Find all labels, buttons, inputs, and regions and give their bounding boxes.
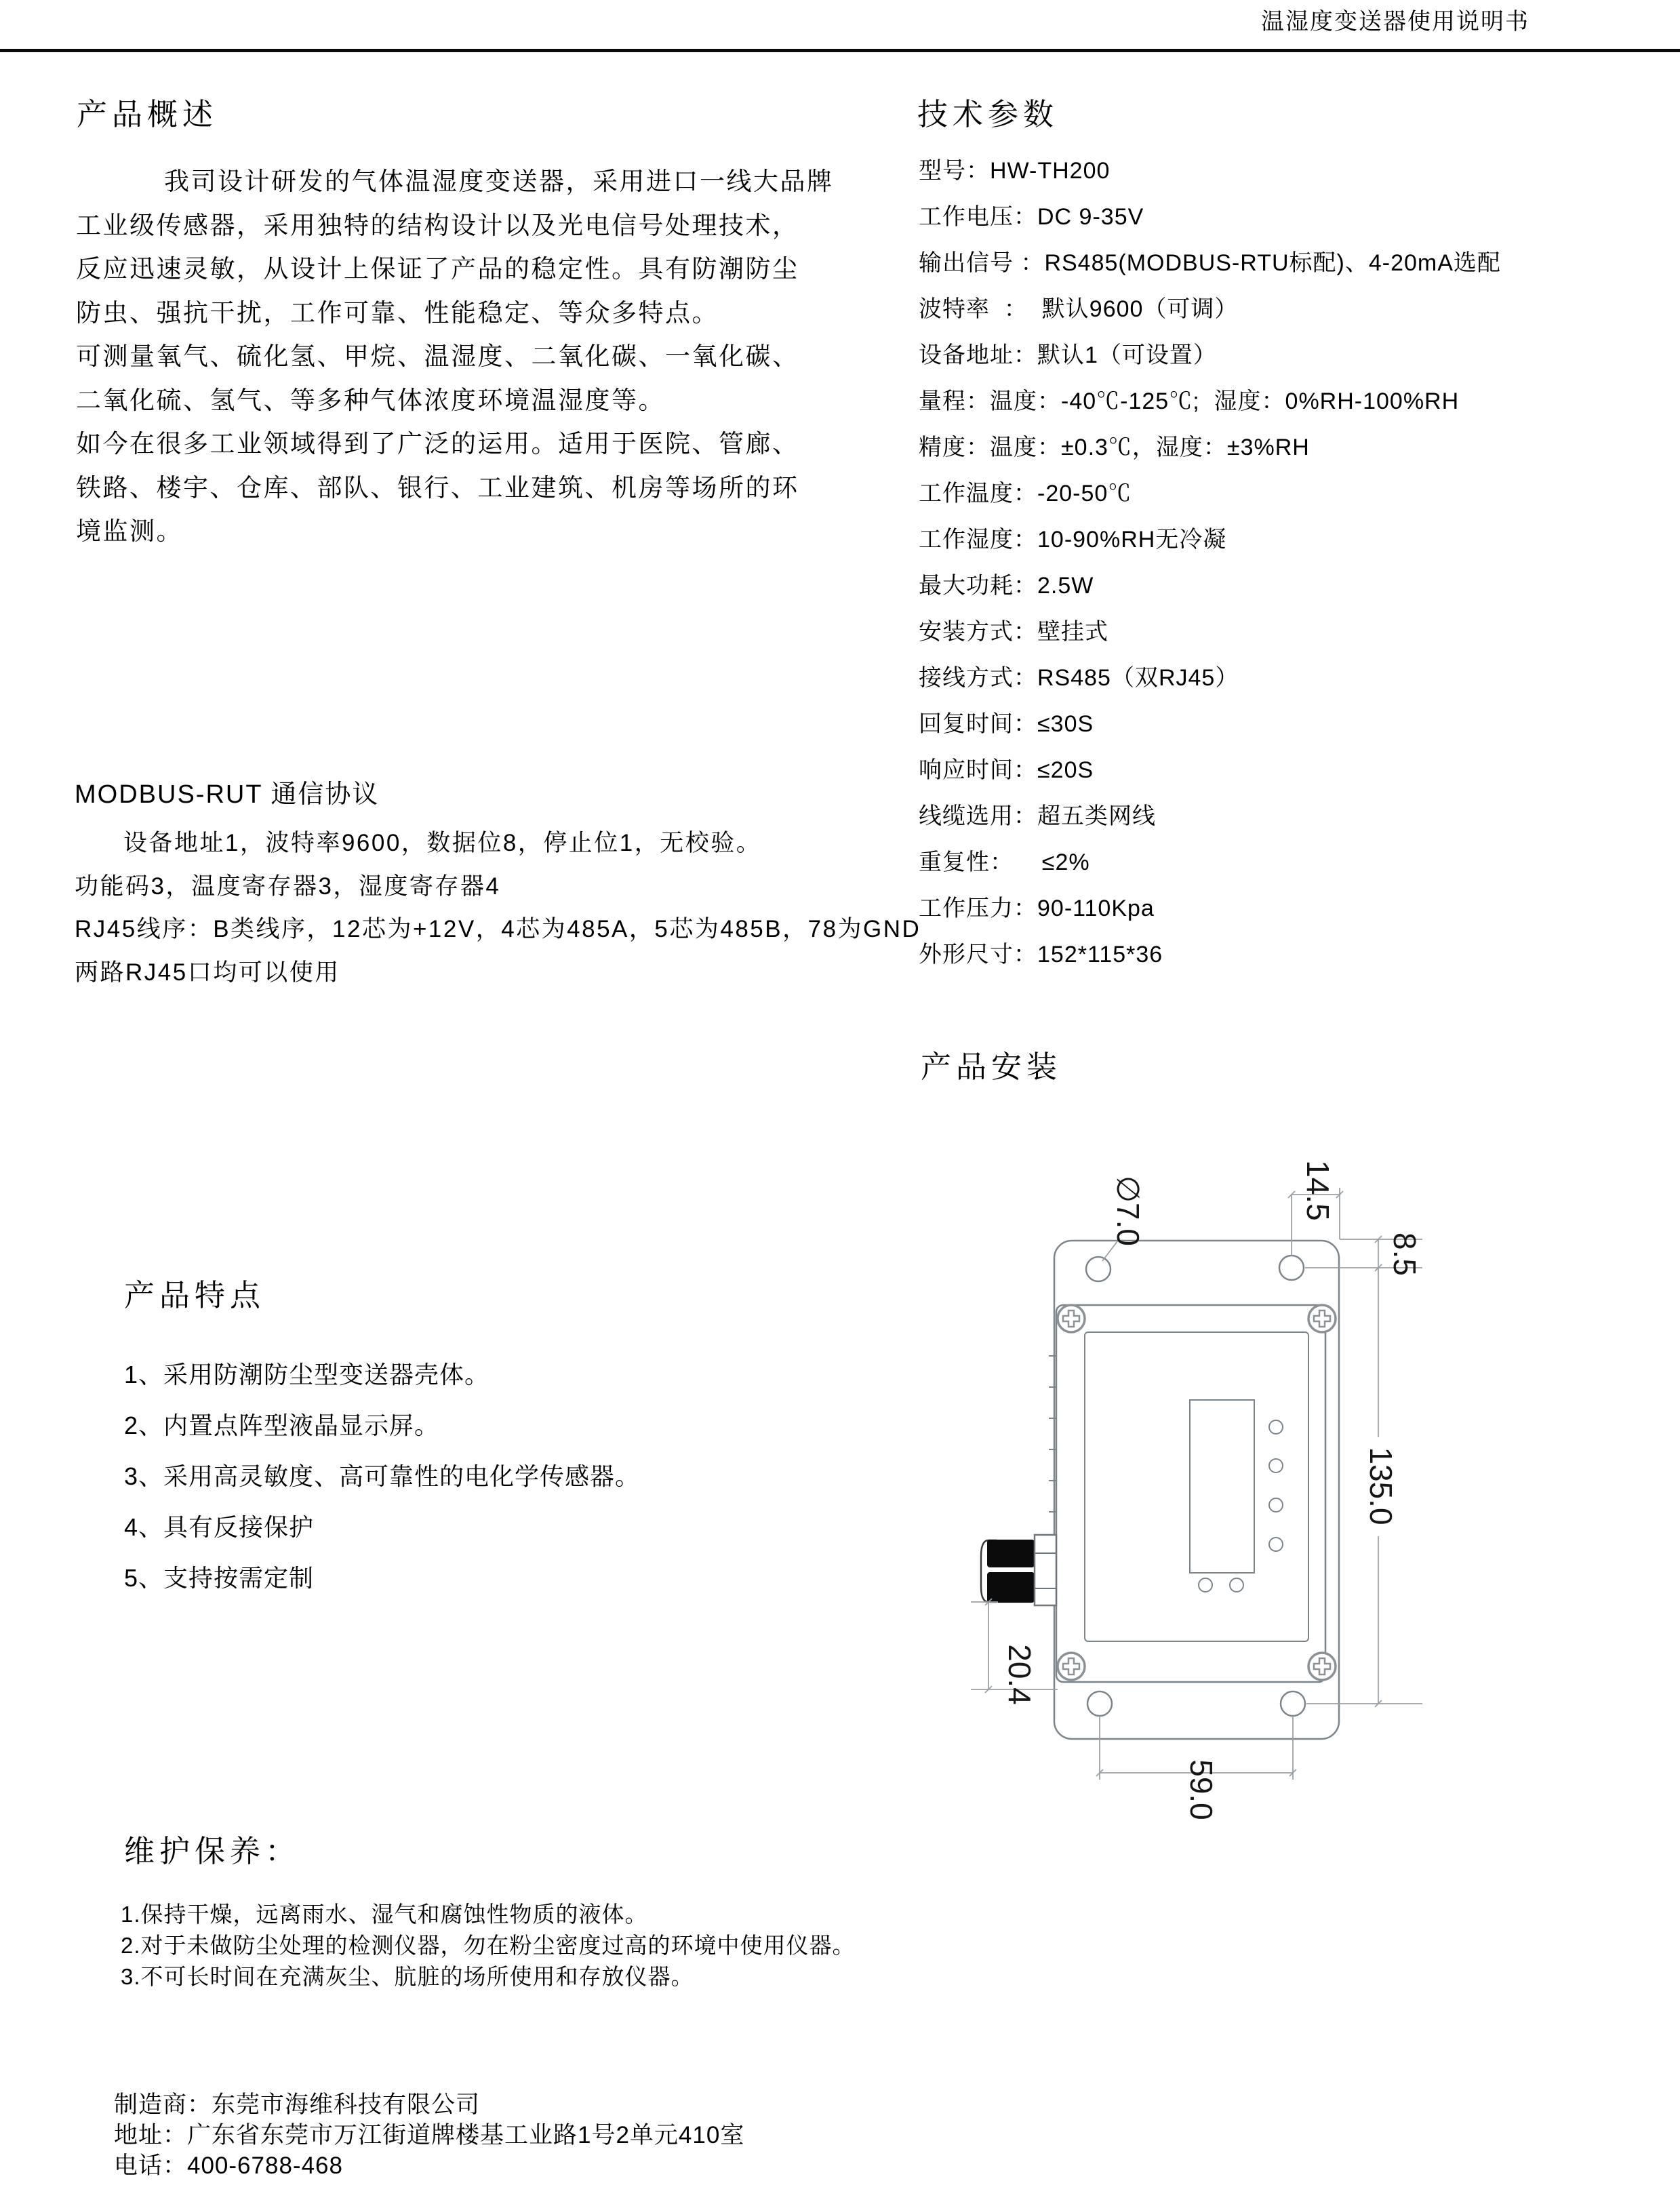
- overview-line: 可测量氧气、硫化氢、甲烷、温湿度、二氧化碳、一氧化碳、: [76, 342, 799, 370]
- indicator-hole: [1230, 1578, 1243, 1592]
- spec-item: 波特率 ： 默认9600（可调）: [919, 296, 1239, 322]
- overview-line: 我司设计研发的气体温湿度变送器，采用进口一线大品牌: [164, 167, 834, 195]
- section-title-modbus: MODBUS-RUT 通信协议: [75, 780, 380, 809]
- manufacturer-info: [114, 2089, 1063, 2181]
- overview-line: 防虫、强抗干扰，工作可靠、性能稳定、等众多特点。: [76, 298, 719, 327]
- dim-label-diameter: ∅7.0: [1110, 1175, 1146, 1247]
- overview-paragraph: [76, 160, 896, 554]
- feature-list: [124, 1349, 992, 1603]
- screw-icons: [1058, 1305, 1336, 1680]
- modbus-line: 设备地址1，波特率9600，数据位8，停止位1，无校验。: [123, 830, 762, 856]
- spec-item: 工作湿度：10-90%RH无冷凝: [919, 527, 1227, 553]
- spec-item: 精度：温度：±0.3℃，湿度：±3%RH: [919, 435, 1310, 460]
- feature-item: 2、内置点阵型液晶显示屏。: [124, 1411, 440, 1439]
- manufacturer-line: 制造商：东莞市海维科技有限公司: [114, 2091, 481, 2118]
- section-title-features: 产品特点: [124, 1278, 266, 1313]
- spec-item: 型号：HW-TH200: [919, 158, 1111, 184]
- dim-label-edge-offset: 8.5: [1386, 1233, 1422, 1276]
- overview-line: 工业级传感器，采用独特的结构设计以及光电信号处理技术，: [76, 211, 799, 239]
- installation-drawing: [949, 1119, 1451, 1839]
- button-hole: [1269, 1538, 1283, 1551]
- section-title-specs: 技术参数: [917, 97, 1059, 132]
- mounting-hole: [1279, 1256, 1304, 1280]
- screw-icon: [1058, 1653, 1085, 1680]
- modbus-line: 功能码3，温度寄存器3，湿度寄存器4: [75, 873, 501, 900]
- section-title-install: 产品安装: [921, 1049, 1062, 1084]
- mounting-hole: [1087, 1691, 1112, 1716]
- overview-line: 反应迅速灵敏，从设计上保证了产品的稳定性。具有防潮防尘: [76, 255, 799, 283]
- overview-line: 二氧化硫、氢气、等多种气体浓度环境温湿度等。: [76, 386, 665, 414]
- overview-line: 如今在很多工业领域得到了广泛的运用。适用于医院、管廊、: [76, 430, 799, 458]
- spec-item: 重复性： ≤2%: [919, 849, 1090, 875]
- spec-item: 响应时间：≤20S: [919, 757, 1094, 783]
- indicator-hole: [1199, 1578, 1212, 1592]
- maintenance-item: 1.保持干燥，远离雨水、湿气和腐蚀性物质的液体。: [121, 1902, 648, 1927]
- spec-item: 安装方式：壁挂式: [919, 619, 1108, 645]
- screw-icon: [1308, 1305, 1336, 1332]
- button-hole: [1269, 1459, 1283, 1472]
- spec-item: 输出信号 ：RS485(MODBUS-RTU标配)、4-20mA选配: [919, 250, 1501, 276]
- screw-icon: [1308, 1653, 1336, 1680]
- modbus-line: 两路RJ45口均可以使用: [75, 959, 340, 986]
- section-title-maintenance: 维护保养：: [124, 1834, 301, 1868]
- enclosure-panel: [1085, 1332, 1308, 1641]
- dim-label-hole-offset: 14.5: [1300, 1160, 1336, 1221]
- phone-line: 电话：400-6788-468: [114, 2152, 343, 2179]
- maintenance-item: 3.不可长时间在充满灰尘、肮脏的场所使用和存放仪器。: [121, 1964, 694, 1989]
- address-line: 地址：广东省东莞市万江街道牌楼基工业路1号2单元410室: [114, 2122, 745, 2148]
- section-title-overview: 产品概述: [77, 97, 218, 132]
- overview-line: 铁路、楼宇、仓库、部队、银行、工业建筑、机房等场所的环: [76, 473, 799, 502]
- spec-item: 设备地址：默认1（可设置）: [919, 342, 1217, 368]
- spec-item: 工作温度：-20-50℃: [919, 481, 1132, 506]
- dimension-lines: [971, 1188, 1422, 1780]
- mounting-hole: [1281, 1691, 1305, 1716]
- feature-item: 3、采用高灵敏度、高可靠性的电化学传感器。: [124, 1462, 641, 1490]
- gland-rib: [987, 1572, 1035, 1603]
- spec-item: 回复时间：≤30S: [919, 711, 1094, 737]
- spec-item: 最大功耗：2.5W: [919, 573, 1094, 599]
- spec-item: 量程：温度：-40℃-125℃; 湿度：0%RH-100%RH: [919, 388, 1460, 414]
- screw-icon: [1058, 1305, 1085, 1332]
- overview-line: 境监测。: [76, 517, 183, 545]
- spec-item: 工作压力：90-110Kpa: [919, 896, 1155, 921]
- page-title: 温湿度变送器使用说明书: [1261, 9, 1529, 35]
- feature-item: 4、具有反接保护: [124, 1513, 315, 1541]
- feature-item: 1、采用防潮防尘型变送器壳体。: [124, 1361, 490, 1388]
- feature-item: 5、支持按需定制: [124, 1564, 315, 1592]
- button-hole: [1269, 1498, 1283, 1512]
- modbus-paragraph: [75, 822, 922, 994]
- mounting-hole: [1086, 1257, 1111, 1281]
- modbus-line: RJ45线序：B类线序，12芯为+12V，4芯为485A，5芯为485B，78为GND: [75, 916, 921, 942]
- header-divider: [0, 49, 1680, 52]
- enclosure-outline: [1056, 1305, 1325, 1682]
- dim-label-width: 59.0: [1183, 1759, 1219, 1820]
- maintenance-list: [121, 1899, 1002, 1992]
- gland-nut: [1035, 1535, 1056, 1605]
- button-hole: [1269, 1420, 1283, 1434]
- cable-gland: [981, 1535, 1056, 1605]
- spec-item: 工作电压：DC 9-35V: [919, 204, 1144, 230]
- lcd-display: [1190, 1400, 1254, 1573]
- dim-label-gland-offset: 20.4: [1001, 1644, 1037, 1705]
- spec-item: 线缆选用：超五类网线: [919, 803, 1156, 829]
- spec-item: 外形尺寸：152*115*36: [919, 942, 1163, 967]
- maintenance-item: 2.对于未做防尘处理的检测仪器，勿在粉尘密度过高的环境中使用仪器。: [121, 1933, 856, 1958]
- dim-label-height: 135.0: [1363, 1447, 1399, 1525]
- gland-rib: [987, 1540, 1035, 1567]
- spec-list: [919, 148, 1678, 978]
- mounting-plate-outline: [1054, 1241, 1339, 1739]
- spec-item: 接线方式：RS485（双RJ45）: [919, 665, 1239, 691]
